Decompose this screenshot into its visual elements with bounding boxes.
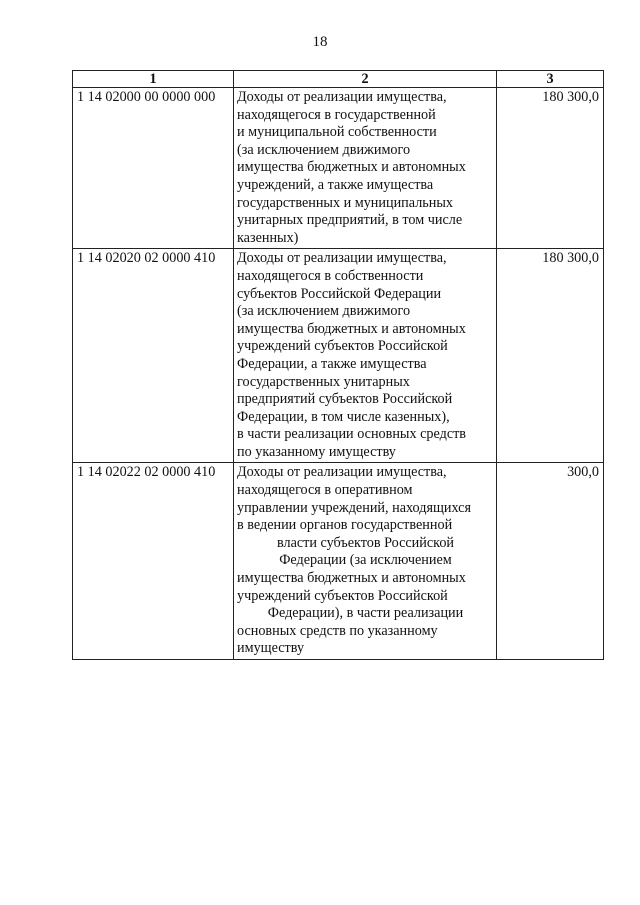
table-row	[73, 249, 604, 463]
amount-cell: 180 300,0	[497, 249, 604, 463]
revenue-code-cell: 1 14 02020 02 0000 410	[73, 249, 234, 463]
description-line: Доходы от реализации имущества,	[237, 250, 447, 267]
table-row	[73, 463, 604, 660]
page-number: 18	[312, 34, 328, 50]
description-line: власти субъектов Российской	[276, 534, 455, 551]
description-line: учреждений субъектов Российской	[237, 338, 448, 355]
description-line: Федерации, в том числе казенных),	[237, 408, 450, 425]
description-line: унитарных предприятий, в том числе	[237, 212, 463, 229]
table-row	[73, 88, 604, 249]
description-line: Федерации (за исключением	[279, 552, 452, 569]
description-line: государственных и муниципальных	[237, 194, 453, 211]
revenue-code-cell: 1 14 02000 00 0000 000	[73, 88, 234, 249]
description-line: имущества бюджетных и автономных	[237, 570, 466, 587]
description-line: в ведении органов государственной	[237, 517, 453, 534]
revenue-code-cell: 1 14 02022 02 0000 410	[73, 463, 234, 660]
description-line: субъектов Российской Федерации	[237, 285, 442, 302]
description-line: учреждений, а также имущества	[237, 176, 434, 193]
description-line: по указанному имуществу	[237, 443, 396, 460]
description-line: находящегося в собственности	[237, 267, 424, 284]
description-line: находящегося в государственной	[237, 106, 436, 123]
description-line: учреждений субъектов Российской	[237, 587, 448, 604]
description-line: Федерации, а также имущества	[237, 355, 427, 372]
table-header-row	[73, 71, 604, 88]
description-line: имущества бюджетных и автономных	[237, 320, 466, 337]
amount-cell: 300,0	[497, 463, 604, 660]
budget-table-container	[72, 70, 603, 660]
description-line: имуществу	[237, 640, 305, 657]
description-line: (за исключением движимого	[237, 141, 411, 158]
description-line: Федерации), в части реализации	[267, 605, 464, 622]
description-line: и муниципальной собственности	[237, 124, 437, 141]
description-line: Доходы от реализации имущества,	[237, 464, 447, 481]
description-line: предприятий субъектов Российской	[237, 391, 453, 408]
description-line: находящегося в оперативном	[237, 482, 413, 499]
description-line: в части реализации основных средств	[237, 426, 467, 443]
budget-revenue-table	[72, 70, 604, 660]
column-header-2: 2	[234, 71, 497, 88]
description-line: казенных)	[237, 229, 299, 246]
description-line: государственных унитарных	[237, 373, 410, 390]
revenue-description-cell	[234, 88, 497, 249]
revenue-description-cell	[234, 463, 497, 660]
description-line: основных средств по указанному	[237, 622, 438, 639]
description-line: (за исключением движимого	[237, 303, 411, 320]
column-header-3: 3	[497, 71, 604, 88]
description-line: имущества бюджетных и автономных	[237, 159, 466, 176]
column-header-1: 1	[73, 71, 234, 88]
description-line: управлении учреждений, находящихся	[237, 499, 471, 516]
amount-cell: 180 300,0	[497, 88, 604, 249]
description-line: Доходы от реализации имущества,	[237, 89, 447, 105]
revenue-description-cell	[234, 249, 497, 463]
